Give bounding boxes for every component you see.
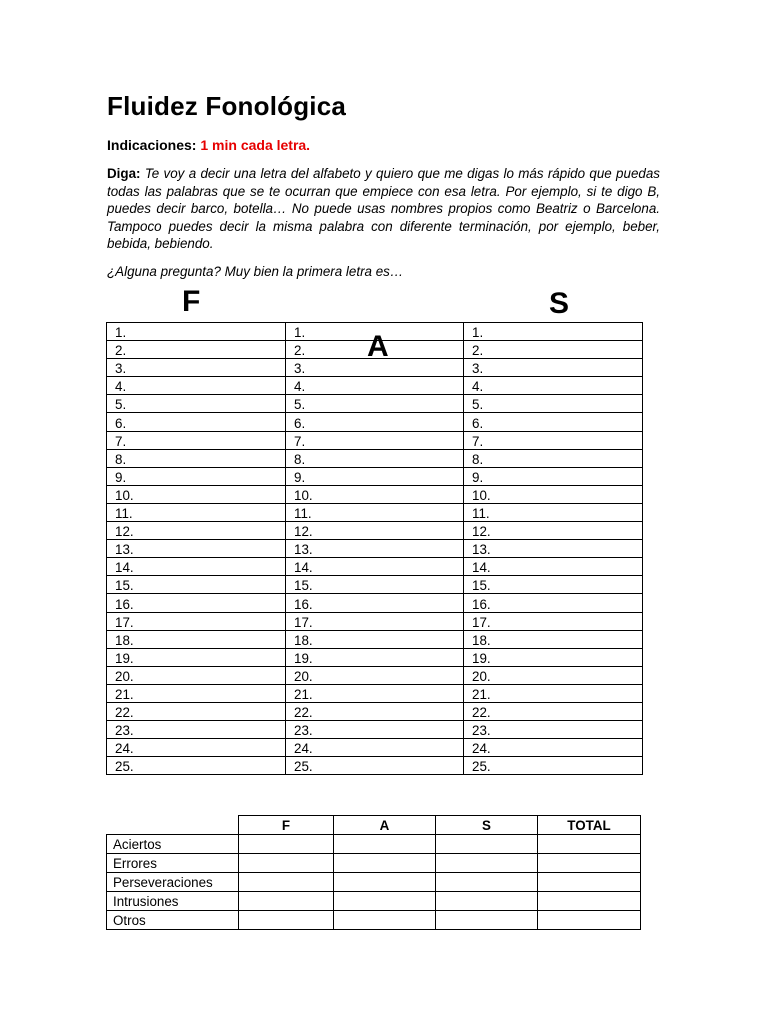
word-cell-a[interactable]: 21.: [286, 684, 464, 702]
word-cell-f[interactable]: 16.: [107, 594, 286, 612]
score-cell-f[interactable]: [239, 835, 334, 854]
score-row-label: Perseveraciones: [107, 873, 239, 892]
instructions-line: [107, 137, 310, 153]
word-list-table: [106, 322, 643, 775]
word-cell-s[interactable]: 23.: [464, 721, 643, 739]
word-cell-s[interactable]: 18.: [464, 630, 643, 648]
word-cell-s[interactable]: 21.: [464, 684, 643, 702]
word-cell-a[interactable]: 6.: [286, 413, 464, 431]
word-cell-a[interactable]: 12.: [286, 522, 464, 540]
score-row-label: Otros: [107, 911, 239, 930]
word-cell-a[interactable]: 9.: [286, 467, 464, 485]
score-cell-total[interactable]: [538, 854, 641, 873]
question-line: ¿Alguna pregunta? Muy bien la primera letra es…: [107, 264, 404, 279]
word-cell-a[interactable]: 2.: [286, 341, 464, 359]
word-cell-s[interactable]: 24.: [464, 739, 643, 757]
word-cell-s[interactable]: 6.: [464, 413, 643, 431]
word-cell-f[interactable]: 17.: [107, 612, 286, 630]
word-cell-s[interactable]: 25.: [464, 757, 643, 775]
word-cell-f[interactable]: 18.: [107, 630, 286, 648]
word-cell-s[interactable]: 20.: [464, 666, 643, 684]
word-cell-s[interactable]: 2.: [464, 341, 643, 359]
word-row: [107, 594, 643, 612]
score-cell-f[interactable]: [239, 892, 334, 911]
word-cell-s[interactable]: 1.: [464, 323, 643, 341]
score-cell-total[interactable]: [538, 835, 641, 854]
word-cell-f[interactable]: 11.: [107, 503, 286, 521]
score-row-label: Intrusiones: [107, 892, 239, 911]
word-cell-s[interactable]: 17.: [464, 612, 643, 630]
word-cell-f[interactable]: 9.: [107, 467, 286, 485]
word-row: [107, 449, 643, 467]
script-label: Diga:: [107, 166, 141, 181]
word-cell-f[interactable]: 20.: [107, 666, 286, 684]
word-cell-a[interactable]: 22.: [286, 702, 464, 720]
score-cell-a[interactable]: [334, 911, 436, 930]
word-row: [107, 395, 643, 413]
score-header-f: F: [239, 816, 334, 835]
word-cell-f[interactable]: 4.: [107, 377, 286, 395]
word-row: [107, 721, 643, 739]
word-row: [107, 413, 643, 431]
word-cell-a[interactable]: 4.: [286, 377, 464, 395]
script-paragraph: [107, 165, 660, 253]
word-cell-f[interactable]: 25.: [107, 757, 286, 775]
score-header-s: S: [436, 816, 538, 835]
word-cell-f[interactable]: 1.: [107, 323, 286, 341]
word-cell-s[interactable]: 16.: [464, 594, 643, 612]
word-cell-f[interactable]: 3.: [107, 359, 286, 377]
word-cell-s[interactable]: 22.: [464, 702, 643, 720]
score-cell-s[interactable]: [436, 873, 538, 892]
word-cell-a[interactable]: 1.: [286, 323, 464, 341]
score-header-row: [107, 816, 641, 835]
word-cell-s[interactable]: 10.: [464, 485, 643, 503]
word-row: [107, 467, 643, 485]
word-cell-f[interactable]: 10.: [107, 485, 286, 503]
word-cell-f[interactable]: 15.: [107, 576, 286, 594]
page-title: Fluidez Fonológica: [107, 91, 347, 121]
word-cell-a[interactable]: 8.: [286, 449, 464, 467]
word-cell-s[interactable]: 7.: [464, 431, 643, 449]
word-cell-f[interactable]: 2.: [107, 341, 286, 359]
word-cell-f[interactable]: 12.: [107, 522, 286, 540]
word-cell-f[interactable]: 13.: [107, 540, 286, 558]
word-cell-f[interactable]: 14.: [107, 558, 286, 576]
word-cell-a[interactable]: 16.: [286, 594, 464, 612]
word-cell-a[interactable]: 14.: [286, 558, 464, 576]
word-cell-a[interactable]: 24.: [286, 739, 464, 757]
score-cell-a[interactable]: [334, 854, 436, 873]
word-row: [107, 558, 643, 576]
word-cell-f[interactable]: 19.: [107, 648, 286, 666]
word-row: [107, 522, 643, 540]
word-cell-f[interactable]: 8.: [107, 449, 286, 467]
word-cell-s[interactable]: 12.: [464, 522, 643, 540]
word-row: [107, 648, 643, 666]
word-row: [107, 702, 643, 720]
script-text: Te voy a decir una letra del alfabeto y quiero que me digas lo más rápido que puedas todas las palabras que se te ocurran que empiece con esa letra. Por ejemplo, si te digo B, puedes decir barco, botella… No puede usas nombres propios como Beatriz o Barcelona. Tampoco puedes decir la misma palabra con diferente terminación, por ejemplo, beber, bebida, bebiendo.: [107, 166, 660, 252]
score-cell-s[interactable]: [436, 854, 538, 873]
word-row: [107, 630, 643, 648]
word-cell-s[interactable]: 9.: [464, 467, 643, 485]
score-row: [107, 873, 641, 892]
word-cell-s[interactable]: 13.: [464, 540, 643, 558]
score-cell-s[interactable]: [436, 911, 538, 930]
word-cell-a[interactable]: 25.: [286, 757, 464, 775]
word-cell-a[interactable]: 13.: [286, 540, 464, 558]
score-cell-s[interactable]: [436, 892, 538, 911]
word-cell-s[interactable]: 15.: [464, 576, 643, 594]
instructions-label: Indicaciones:: [107, 137, 197, 153]
score-cell-f[interactable]: [239, 854, 334, 873]
letter-s-heading: S: [549, 287, 570, 320]
score-header-a: A: [334, 816, 436, 835]
word-row: [107, 377, 643, 395]
word-row: [107, 684, 643, 702]
word-cell-s[interactable]: 8.: [464, 449, 643, 467]
word-cell-s[interactable]: 4.: [464, 377, 643, 395]
word-row: [107, 576, 643, 594]
word-cell-a[interactable]: 18.: [286, 630, 464, 648]
word-row: [107, 540, 643, 558]
word-row: [107, 739, 643, 757]
word-cell-a[interactable]: 5.: [286, 395, 464, 413]
score-cell-f[interactable]: [239, 873, 334, 892]
score-row: [107, 892, 641, 911]
word-cell-a[interactable]: 19.: [286, 648, 464, 666]
word-cell-a[interactable]: 20.: [286, 666, 464, 684]
word-cell-a[interactable]: 10.: [286, 485, 464, 503]
score-header-total: TOTAL: [538, 816, 641, 835]
word-cell-a[interactable]: 3.: [286, 359, 464, 377]
word-cell-s[interactable]: 14.: [464, 558, 643, 576]
word-cell-f[interactable]: 22.: [107, 702, 286, 720]
word-row: [107, 666, 643, 684]
score-row-label: Errores: [107, 854, 239, 873]
word-cell-s[interactable]: 5.: [464, 395, 643, 413]
word-row: [107, 612, 643, 630]
instructions-value: 1 min cada letra.: [200, 137, 311, 153]
score-cell-a[interactable]: [334, 892, 436, 911]
word-row: [107, 485, 643, 503]
word-cell-f[interactable]: 21.: [107, 684, 286, 702]
score-cell-a[interactable]: [334, 873, 436, 892]
word-cell-f[interactable]: 6.: [107, 413, 286, 431]
score-cell-total[interactable]: [538, 873, 641, 892]
score-cell-s[interactable]: [436, 835, 538, 854]
score-row-label: Aciertos: [107, 835, 239, 854]
score-cell-f[interactable]: [239, 911, 334, 930]
word-cell-f[interactable]: 7.: [107, 431, 286, 449]
letter-a-heading: A: [367, 330, 389, 363]
word-cell-a[interactable]: 17.: [286, 612, 464, 630]
word-row: [107, 503, 643, 521]
word-cell-s[interactable]: 11.: [464, 503, 643, 521]
score-row: [107, 854, 641, 873]
word-cell-a[interactable]: 15.: [286, 576, 464, 594]
word-cell-f[interactable]: 24.: [107, 739, 286, 757]
word-cell-s[interactable]: 3.: [464, 359, 643, 377]
word-cell-a[interactable]: 23.: [286, 721, 464, 739]
word-row: [107, 431, 643, 449]
letter-f-heading: F: [182, 285, 201, 318]
word-row: [107, 757, 643, 775]
word-cell-f[interactable]: 5.: [107, 395, 286, 413]
score-corner-cell: [107, 816, 239, 835]
score-cell-a[interactable]: [334, 835, 436, 854]
score-row: [107, 835, 641, 854]
score-cell-total[interactable]: [538, 892, 641, 911]
score-table: [106, 815, 641, 930]
word-cell-f[interactable]: 23.: [107, 721, 286, 739]
word-cell-a[interactable]: 7.: [286, 431, 464, 449]
score-cell-total[interactable]: [538, 911, 641, 930]
word-cell-s[interactable]: 19.: [464, 648, 643, 666]
word-cell-a[interactable]: 11.: [286, 503, 464, 521]
score-row: [107, 911, 641, 930]
